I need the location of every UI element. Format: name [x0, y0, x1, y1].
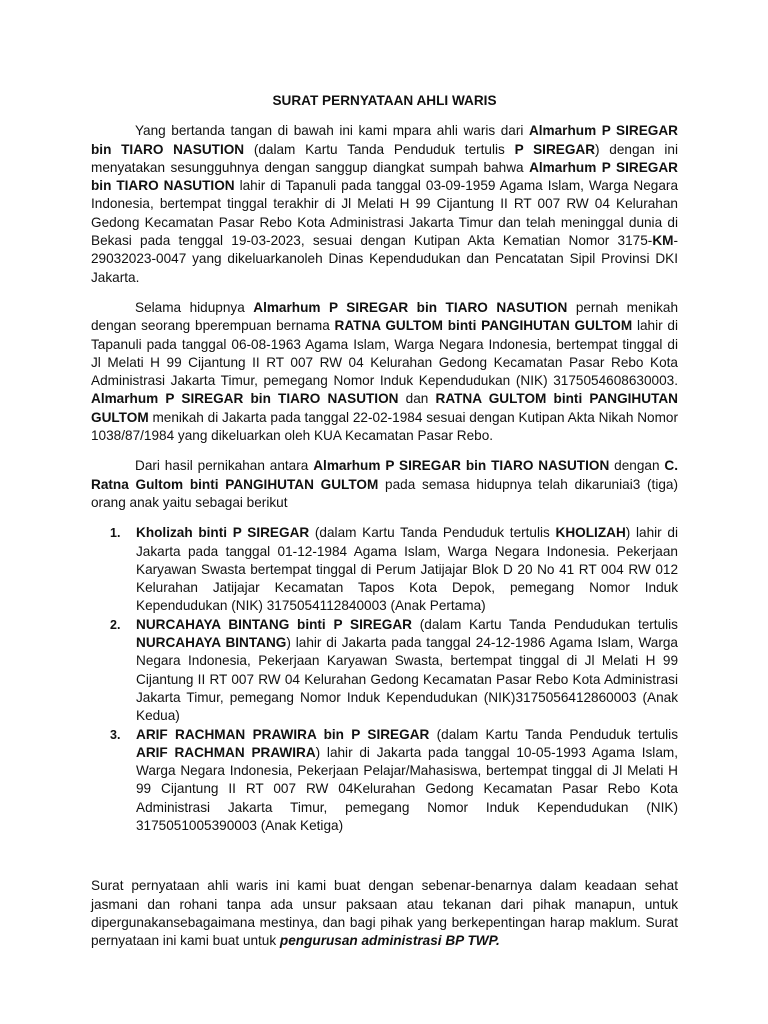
text-run: (dalam Kartu Tanda Penduduk tertulis	[244, 141, 515, 157]
text-run: Surat pernyataan ahli waris ini kami buat dengan sebenar-benarnya dalam keadaan sehat jasmani dan rohani tanpa ada unsur paksaan atau tekanan dari pihak manapun, untuk dipergunakansebagaimana mestinya, dan bagi pihak yang berkepentingan harap maklum. Surat pernyataan ini kami buat untuk	[91, 878, 678, 949]
list-number: 3.	[110, 727, 121, 742]
list-item	[91, 524, 678, 615]
paragraph-children-intro	[91, 457, 678, 512]
text-run: (dalam Kartu Tanda Pendudukan tertulis	[411, 616, 678, 632]
text-run: pada semasa hidupnya telah dikaruniai3 (tiga) orang anak yaitu sebagai berikut	[91, 476, 678, 510]
text-run: menikah di Jakarta pada tanggal 22-02-1984 sesuai dengan Kutipan Akta Nikah Nomor 1038/87/1984 yang dikeluarkan oleh KUA Kecamatan Pasar Rebo.	[91, 409, 678, 444]
text-run: ) dengan ini menyatakan sesungguhnya dengan sanggup diangkat sumpah bahwa	[91, 141, 678, 175]
bold-name: NURCAHAYA BINTANG	[136, 635, 287, 651]
text-run: lahir di Tapanuli pada tanggal 03-09-1959 Agama Islam, Warga Negara Indonesia, bertempat tinggal terakhir di Jl Melati H 99 Cijantung II RT 007 RW 04 Kelurahan Gedong Kecamatan Pasar Rebo Kota Administrasi Jakarta Timur dan telah meninggal dunia di Bekasi pada tenggal 19-03-2023, sesuai dengan Kutipan Akta Kematian Nomor 3175-	[91, 178, 679, 249]
bold-italic-purpose: pengurusan administrasi BP TWP.	[279, 933, 500, 949]
bold-name: KHOLIZAH	[555, 525, 626, 541]
bold-name: Almarhum P SIREGAR bin TIARO NASUTION	[91, 159, 678, 194]
text-run: ) lahir di Jakarta pada tanggal 10-05-1993 Agama Islam, Warga Negara Indonesia, Pekerjaan Pelajar/Mahasiswa, bertempat tinggal di Jl Melati H 99 Cijantung II RT 007 RW 04Kelurahan Gedong Kecamatan Pasar Rebo Kota Administrasi Jakarta Timur, pemegang Nomor Induk Kependudukan (NIK) 3175051005390003 (Anak Ketiga)	[136, 744, 678, 833]
bold-name: ARIF RACHMAN PRAWIRA	[136, 744, 316, 760]
text-run: lahir di Tapanuli pada tanggal 06-08-1963 Agama Islam, Warga Negara Indonesia, bertempat tinggal di Jl Melati H 99 Cijantung II RT 007 RW 04 Kelurahan Gedong Kecamatan Pasar Rebo Kota Administrasi Jakarta Timur, pemegang Nomor Induk Kependudukan (NIK) 3175054608630003.	[91, 318, 678, 389]
bold-name: Almarhum P SIREGAR bin TIARO NASUTION	[253, 299, 568, 315]
bold-name: Almarhum P SIREGAR bin TIARO NASUTION	[91, 391, 399, 407]
paragraph-deceased	[91, 122, 678, 287]
bold-name: RATNA GULTOM binti PANGIHUTAN GULTOM	[91, 391, 678, 425]
list-number: 1.	[110, 526, 121, 541]
text-run: Yang bertanda tangan di bawah ini kami mpara ahli waris dari	[135, 123, 529, 139]
bold-name: RATNA GULTOM binti PANGIHUTAN GULTOM	[334, 318, 633, 334]
bold-text: KM	[652, 233, 674, 249]
bold-name: Kholizah binti P SIREGAR	[136, 525, 310, 541]
document-title: SURAT PERNYATAAN AHLI WARIS	[272, 93, 497, 108]
bold-name: ARIF RACHMAN PRAWIRA bin P SIREGAR	[136, 726, 430, 742]
text-run: Dari hasil pernikahan antara	[135, 458, 314, 474]
text-run: (dalam Kartu Tanda Penduduk tertulis	[309, 525, 556, 541]
text-run: dengan	[609, 458, 665, 474]
bold-name: Almarhum P SIREGAR bin TIARO NASUTION	[91, 123, 678, 157]
bold-name: P SIREGAR	[514, 141, 596, 157]
text-run: dan	[398, 391, 436, 407]
list-item	[91, 726, 678, 836]
bold-name: C. Ratna Gultom binti PANGIHUTAN GULTOM	[91, 458, 678, 492]
paragraph-marriage	[91, 299, 678, 445]
bold-name: NURCAHAYA BINTANG binti P SIREGAR	[136, 616, 412, 632]
text-run: Selama hidupnya	[135, 299, 254, 315]
list-item	[91, 616, 678, 726]
text-run: ) lahir di Jakarta pada tanggal 24-12-1986 Agama Islam, Warga Negara Indonesia, Pekerjaan Karyawan Swasta, bertempat tinggal di Jl Melati H 99 Cijantung II RT 007 RW 04 Kelurahan Gedong Kecamatan Pasar Rebo Kota Administrasi Jakarta Timur, pemegang Nomor Induk Kependudukan (NIK)3175056412860003 (Anak Kedua)	[136, 635, 678, 724]
paragraph-closing	[91, 877, 678, 950]
text-run: (dalam Kartu Tanda Penduduk tertulis	[429, 726, 679, 742]
bold-name: Almarhum P SIREGAR bin TIARO NASUTION	[313, 458, 610, 474]
text-run: pernah menikah dengan seorang bperempuan bernama	[91, 299, 679, 334]
document-page	[91, 92, 678, 962]
text-run: -29032023-0047 yang dikeluarkanoleh Dinas Kependudukan dan Pencatatan Sipil Provinsi DKI Jakarta.	[91, 233, 678, 285]
text-run: ) lahir di Jakarta pada tanggal 01-12-1984 Agama Islam, Warga Negara Indonesia. Pekerjaan Karyawan Swasta bertempat tinggal di Perum Jatijajar Blok D 20 No 41 RT 004 RW 012 Kelurahan Jatijajar Kecamatan Tapos Kota Depok, pemegang Nomor Induk Kependudukan (NIK) 3175054112840003 (Anak Pertama)	[136, 525, 678, 614]
list-number: 2.	[110, 617, 121, 632]
heirs-list	[91, 524, 678, 835]
